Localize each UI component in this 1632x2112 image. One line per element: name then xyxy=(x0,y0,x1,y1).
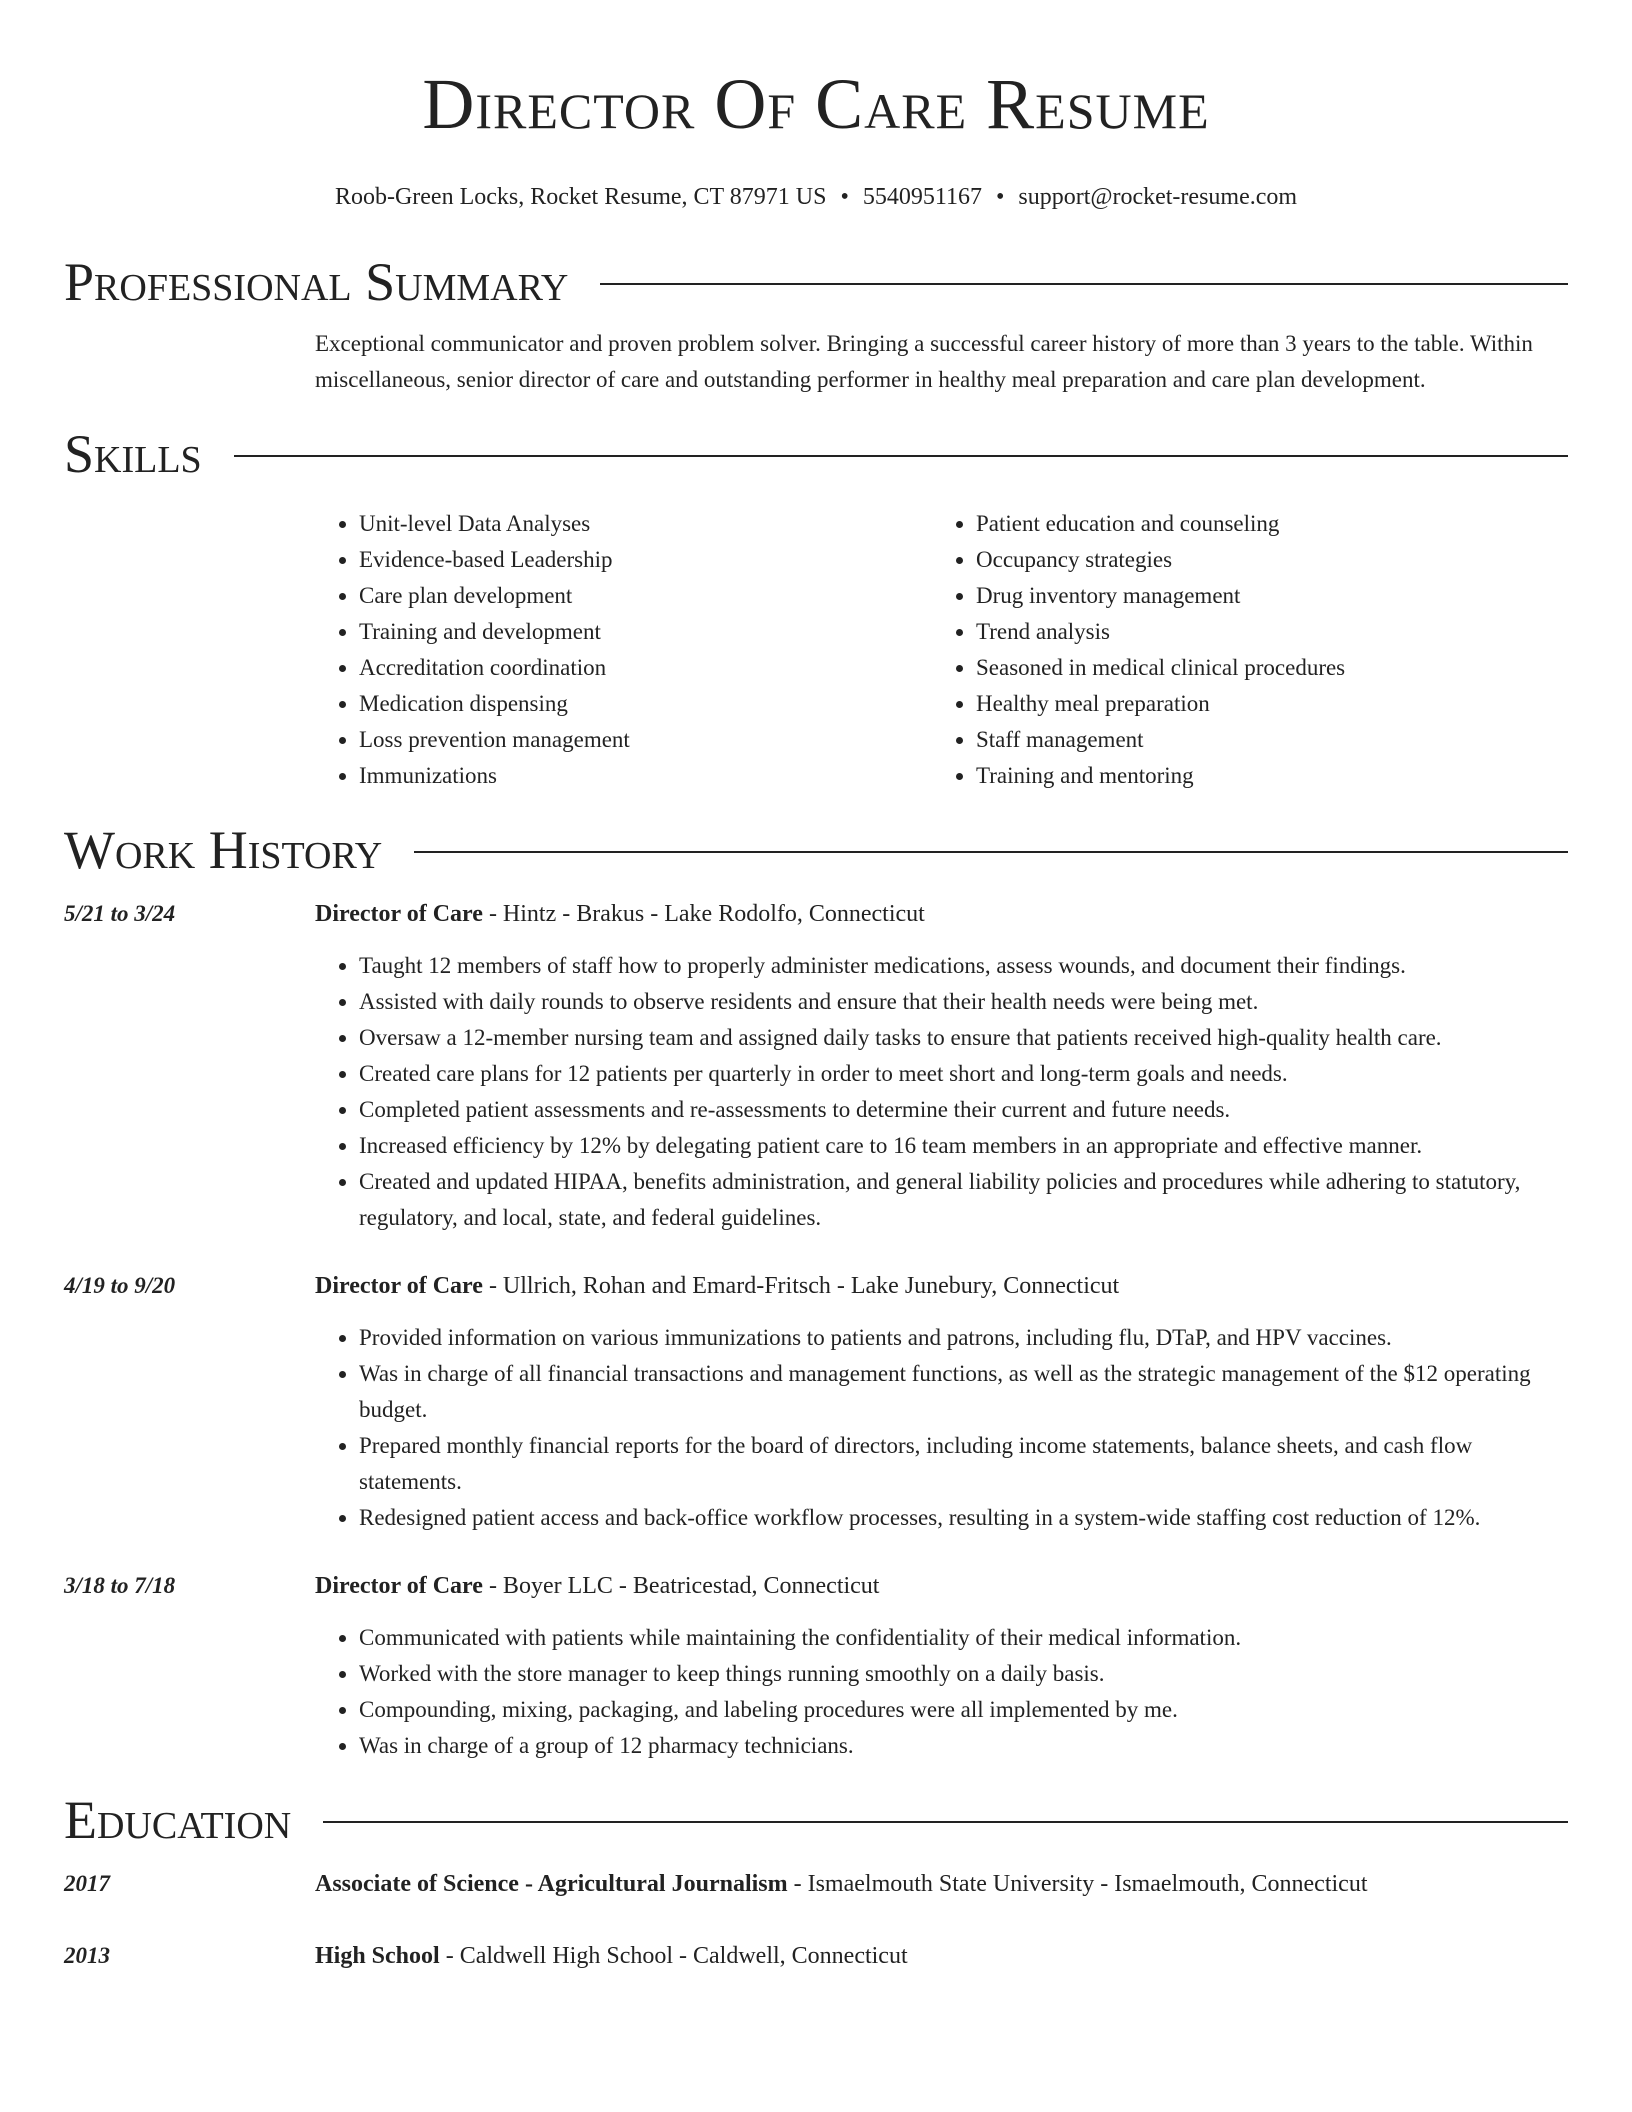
job-body xyxy=(315,896,1568,1236)
job-position: Director of Care xyxy=(315,1273,483,1299)
job-bullet: • Redesigned patient access and back-office workflow processes, resulting in a system-wide staffing cost reduction of 12%. xyxy=(359,1500,1568,1536)
skill-item: • Care plan development xyxy=(359,578,932,614)
skill-item: • Healthy meal preparation xyxy=(976,686,1549,722)
skill-item: • Seasoned in medical clinical procedures xyxy=(976,650,1549,686)
education-school: - Ismaelmouth State University - Ismaelmouth, Connecticut xyxy=(787,1871,1368,1897)
skill-item: • Training and development xyxy=(359,614,932,650)
job-bullet: • Taught 12 members of staff how to properly administer medications, assess wounds, and document their findings. xyxy=(359,948,1568,984)
contact-phone: 5540951167 xyxy=(862,184,982,210)
education-degree: Associate of Science - Agricultural Journalism xyxy=(315,1871,788,1897)
skill-item: • Patient education and counseling xyxy=(976,506,1549,542)
skills-section-header xyxy=(64,424,1568,484)
work-section-title: Work History xyxy=(64,820,383,880)
job-bullet: • Provided information on various immunizations to patients and patrons, including flu, DTaP, and HPV vaccines. xyxy=(359,1320,1568,1356)
education-school: - Caldwell High School - Caldwell, Connecticut xyxy=(439,1943,908,1969)
skill-item: • Evidence-based Leadership xyxy=(359,542,932,578)
job-bullet: • Compounding, mixing, packaging, and labeling procedures were all implemented by me. xyxy=(359,1692,1568,1728)
contact-email: support@rocket-resume.com xyxy=(1018,184,1298,210)
contact-line xyxy=(64,180,1568,214)
summary-section-header xyxy=(64,252,1568,312)
job-bullets xyxy=(315,1620,1568,1764)
skill-item: • Unit-level Data Analyses xyxy=(359,506,932,542)
job-bullet: • Was in charge of a group of 12 pharmacy technicians. xyxy=(359,1728,1568,1764)
job-bullet: • Oversaw a 12-member nursing team and assigned daily tasks to ensure that patients received high-quality health care. xyxy=(359,1020,1568,1056)
skill-item: • Occupancy strategies xyxy=(976,542,1549,578)
job-bullet: • Prepared monthly financial reports for the board of directors, including income statements, balance sheets, and cash flow statements. xyxy=(359,1428,1568,1500)
skills-list xyxy=(315,506,1568,794)
job-body xyxy=(315,1568,1568,1764)
job-employer: - Hintz - Brakus - Lake Rodolfo, Connecticut xyxy=(482,901,925,927)
summary-section-title: Professional Summary xyxy=(64,252,569,312)
page-title: Director Of Care Resume xyxy=(422,64,1210,144)
contact-separator: • xyxy=(840,184,849,210)
job-position: Director of Care xyxy=(315,1573,483,1599)
education-year: 2013 xyxy=(64,1943,110,1968)
skills-section-title: Skills xyxy=(64,424,202,484)
section-divider xyxy=(414,851,1568,853)
skill-item: • Staff management xyxy=(976,722,1549,758)
job-heading xyxy=(315,896,1568,932)
job-bullet: • Created and updated HIPAA, benefits administration, and general liability policies and procedures while adhering to statutory, regulatory, and local, state, and federal guidelines. xyxy=(359,1164,1568,1236)
skill-item: • Training and mentoring xyxy=(976,758,1549,794)
job-entry xyxy=(64,896,1568,1236)
education-entry xyxy=(64,1938,1568,1974)
job-bullet: • Created care plans for 12 patients per quarterly in order to meet short and long-term goals and needs. xyxy=(359,1056,1568,1092)
skill-item: • Medication dispensing xyxy=(359,686,932,722)
job-dates: 4/19 to 9/20 xyxy=(64,1273,176,1298)
skill-item: • Loss prevention management xyxy=(359,722,932,758)
job-position: Director of Care xyxy=(315,901,483,927)
skill-item: • Immunizations xyxy=(359,758,932,794)
job-bullet: • Worked with the store manager to keep things running smoothly on a daily basis. xyxy=(359,1656,1568,1692)
job-bullet: • Increased efficiency by 12% by delegating patient care to 16 team members in an appropriate and effective manner. xyxy=(359,1128,1568,1164)
skills-column-right xyxy=(932,506,1549,794)
job-dates: 5/21 to 3/24 xyxy=(64,901,176,926)
contact-separator: • xyxy=(995,184,1005,210)
job-entry xyxy=(64,1268,1568,1536)
education-entry xyxy=(64,1866,1568,1902)
job-heading xyxy=(315,1268,1568,1304)
section-divider xyxy=(323,1821,1568,1823)
skill-item: • Drug inventory management xyxy=(976,578,1549,614)
contact-address: Roob-Green Locks, Rocket Resume, CT 87971 US xyxy=(334,184,827,210)
section-divider xyxy=(234,455,1568,457)
skills-column-left xyxy=(315,506,932,794)
job-bullets xyxy=(315,1320,1568,1536)
education-heading xyxy=(315,1866,1368,1902)
education-section-title: Education xyxy=(64,1790,292,1850)
job-bullet: • Communicated with patients while maintaining the confidentiality of their medical information. xyxy=(359,1620,1568,1656)
job-dates: 3/18 to 7/18 xyxy=(64,1573,176,1598)
education-section-header xyxy=(64,1790,1568,1850)
job-employer: - Ullrich, Rohan and Emard-Fritsch - Lake Junebury, Connecticut xyxy=(482,1273,1120,1299)
education-heading xyxy=(315,1938,908,1974)
job-bullet: • Was in charge of all financial transactions and management functions, as well as the strategic management of the $12 operating budget. xyxy=(359,1356,1568,1428)
job-entry xyxy=(64,1568,1568,1764)
job-employer: - Boyer LLC - Beatricestad, Connecticut xyxy=(482,1573,880,1599)
work-section-header xyxy=(64,820,1568,880)
skill-item: • Accreditation coordination xyxy=(359,650,932,686)
job-bullets xyxy=(315,948,1568,1236)
section-divider xyxy=(600,283,1568,285)
job-bullet: • Assisted with daily rounds to observe residents and ensure that their health needs were being met. xyxy=(359,984,1568,1020)
education-year: 2017 xyxy=(64,1871,110,1896)
summary-text: Exceptional communicator and proven problem solver. Bringing a successful career history of more than 3 years to the table. Within miscellaneous, senior director of care and outstanding performer in healthy meal preparation and care plan development. xyxy=(315,331,1533,392)
job-body xyxy=(315,1268,1568,1536)
education-degree: High School xyxy=(315,1943,440,1969)
job-bullet: • Completed patient assessments and re-assessments to determine their current and future needs. xyxy=(359,1092,1568,1128)
skill-item: • Trend analysis xyxy=(976,614,1549,650)
job-heading xyxy=(315,1568,1568,1604)
